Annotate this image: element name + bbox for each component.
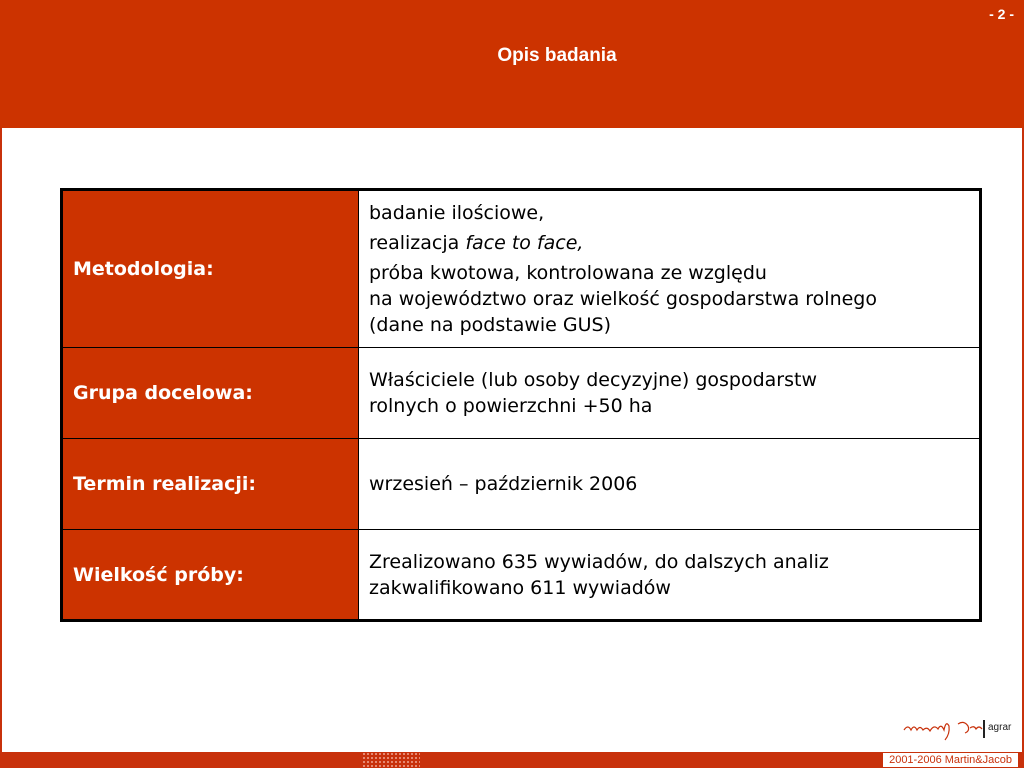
table-row [62, 190, 981, 348]
footer-dot-pattern [362, 752, 420, 768]
table-row [62, 348, 981, 439]
row-value: wrzesień – październik 2006 [359, 439, 981, 530]
study-description-table [60, 188, 982, 622]
footer-bar [0, 752, 1024, 768]
row-label: Wielkość próby: [62, 530, 359, 621]
row-label: Termin realizacji: [62, 439, 359, 530]
value-line: (dane na podstawie GUS) [369, 314, 611, 336]
logo-agrar-text: agrar [988, 722, 1012, 733]
value-text: realizacja [369, 232, 466, 254]
value-line [369, 230, 969, 256]
page-number: - 2 - [989, 6, 1014, 22]
table-row [62, 439, 981, 530]
row-value: Właściciele (lub osoby decyzyjne) gospodarstw rolnych o powierzchni +50 ha [359, 348, 981, 439]
row-value [359, 190, 981, 348]
copyright-label: 2001-2006 Martin&Jacob [883, 753, 1018, 767]
row-value: Zrealizowano 635 wywiadów, do dalszych analiz zakwalifikowano 611 wywiadów [359, 530, 981, 621]
value-line: próba kwotowa, kontrolowana ze względu [369, 262, 767, 284]
value-line: na województwo oraz wielkość gospodarstwa rolnego [369, 288, 877, 310]
value-italic-text: face to face, [465, 232, 584, 254]
value-line: badanie ilościowe, [369, 202, 545, 224]
slide-header [0, 0, 1024, 128]
slide-content [2, 128, 1022, 752]
slide-title: Opis badania [497, 45, 617, 66]
table-row [62, 530, 981, 621]
row-label: Metodologia: [62, 190, 359, 348]
row-label: Grupa docelowa: [62, 348, 359, 439]
